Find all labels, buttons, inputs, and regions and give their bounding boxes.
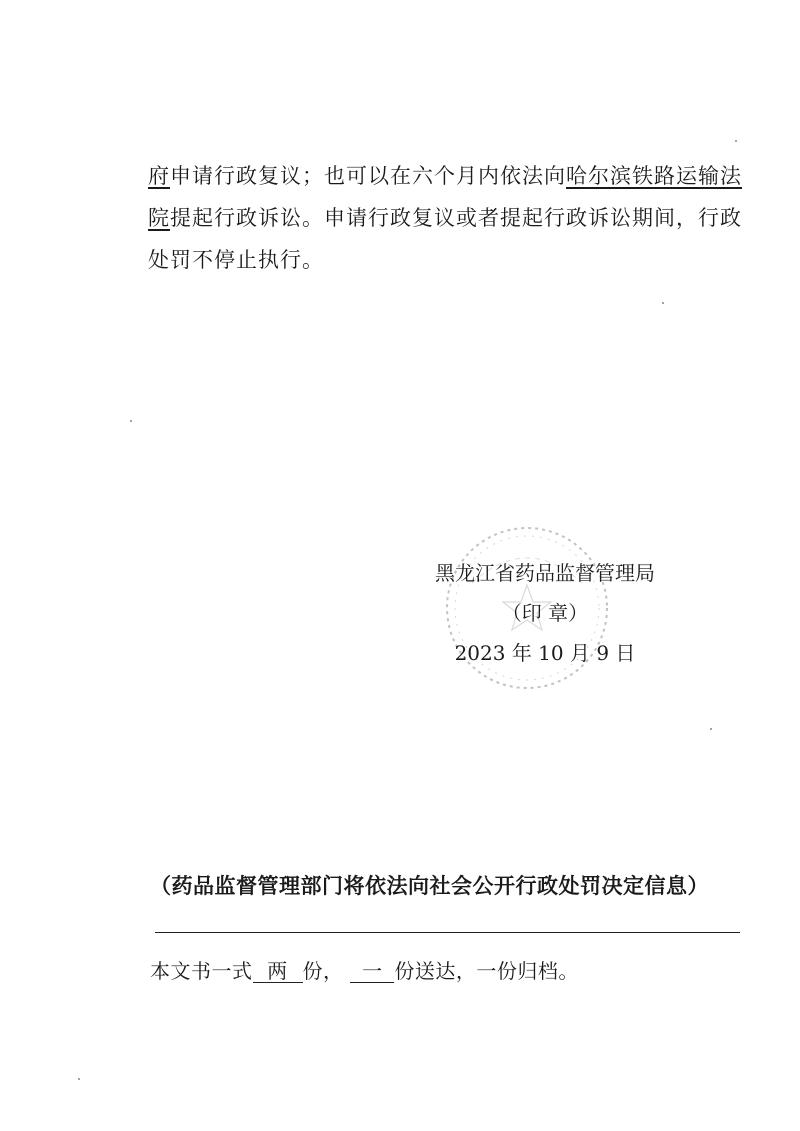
scan-speck xyxy=(78,1078,80,1080)
body-line-1-prefix: 府 xyxy=(148,164,170,188)
court-name-underlined-end: 院 xyxy=(148,206,170,230)
signature-block xyxy=(400,553,690,673)
copies-prefix: 本文书一式 xyxy=(150,959,253,983)
copies-delivered: 一 xyxy=(350,960,394,983)
scan-speck xyxy=(735,140,737,142)
copies-statement xyxy=(150,955,750,984)
decision-body-text xyxy=(148,155,748,281)
disclosure-notice: （药品监督管理部门将依法向社会公开行政处罚决定信息） xyxy=(150,873,709,898)
scan-speck xyxy=(710,728,712,730)
court-name-underlined: 哈尔滨铁路运输法 xyxy=(566,164,742,188)
scan-speck xyxy=(662,302,664,304)
issuing-authority: 黑龙江省药品监督管理局 xyxy=(435,561,655,585)
body-line-2 xyxy=(148,197,748,239)
body-line-1 xyxy=(148,155,748,197)
copies-total: 两 xyxy=(253,960,303,983)
body-line-1-text: 申请行政复议；也可以在六个月内依法向 xyxy=(170,164,566,188)
copies-suffix: 份送达，一份归档。 xyxy=(394,959,579,983)
copies-separator: 份， xyxy=(302,959,344,983)
issue-date: 2023 年 10 月 9 日 xyxy=(454,641,636,665)
scan-speck xyxy=(130,420,132,422)
body-line-2-text: 提起行政诉讼。申请行政复议或者提起行政诉讼期间，行政 xyxy=(170,206,742,230)
body-line-3: 处罚不停止执行。 xyxy=(148,248,324,272)
divider-line xyxy=(155,932,740,933)
seal-label: （印 章） xyxy=(501,601,589,625)
